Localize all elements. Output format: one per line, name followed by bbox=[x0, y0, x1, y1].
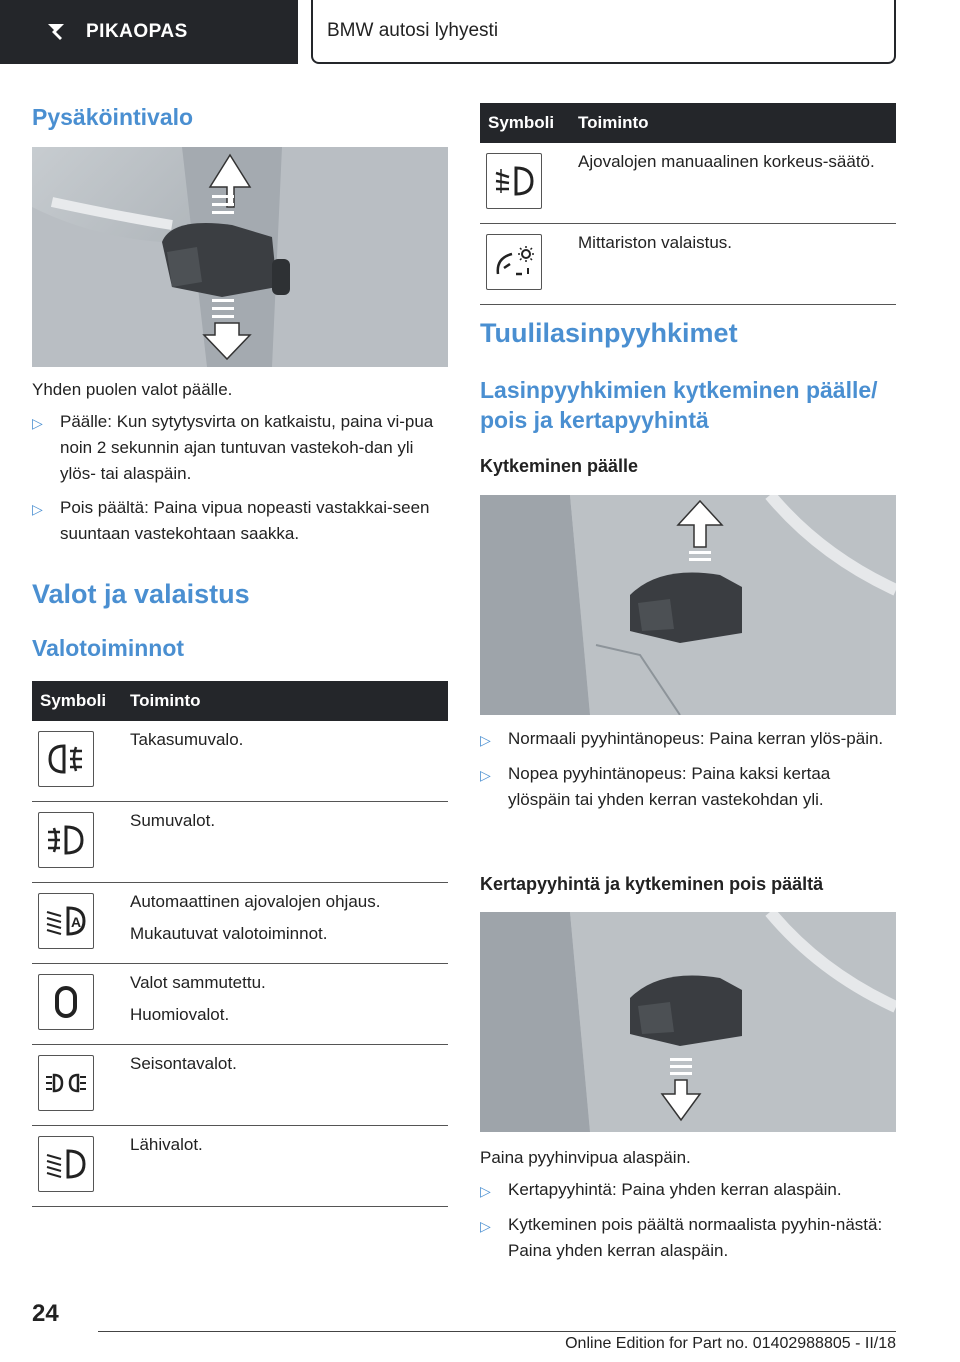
list-item: ▷ Päälle: Kun sytytysvirta on katkaistu, paina vi-pua noin 2 sekunnin ajan tuntuvan vastekoh-dan yli ylös- tai alaspäin. bbox=[32, 409, 448, 487]
parking-light-illustration bbox=[32, 147, 448, 367]
auto-headlight-icon bbox=[38, 893, 94, 949]
svg-text:A: A bbox=[71, 914, 82, 930]
table-row: Seisontavalot. bbox=[32, 1045, 448, 1126]
column-header-symbol: Symboli bbox=[480, 103, 570, 143]
rear-fog-light-icon bbox=[38, 731, 94, 787]
page-header bbox=[311, 0, 896, 64]
table-row: Takasumuvalo. bbox=[32, 721, 448, 802]
triangle-bullet-icon: ▷ bbox=[480, 1183, 491, 1199]
wipers-subtitle: Lasinpyyhkimien kytkeminen päälle/ pois ja kertapyyhintä bbox=[480, 377, 878, 433]
section-tab-label: PIKAOPAS bbox=[86, 21, 188, 42]
front-fog-light-icon bbox=[38, 812, 94, 868]
column-header-function: Toiminto bbox=[570, 103, 896, 143]
parking-bullet-list bbox=[32, 409, 448, 547]
wipers-title: Tuulilasinpyyhkimet bbox=[480, 318, 738, 348]
page-header-title: BMW autosi lyhyesti bbox=[327, 20, 499, 41]
triangle-bullet-icon: ▷ bbox=[480, 732, 491, 748]
table-row: Ajovalojen manuaalinen korkeus-säätö. bbox=[480, 143, 896, 224]
wiper-off-illustration bbox=[480, 912, 896, 1132]
functions-title: Valotoiminnot bbox=[32, 635, 185, 661]
table-row: Lähivalot. bbox=[32, 1126, 448, 1207]
wipers-off-bullet-list bbox=[480, 1177, 896, 1264]
list-item: ▷ Pois päältä: Paina vipua nopeasti vastakkai-seen suuntaan vastekohtaan saakka. bbox=[32, 495, 448, 547]
light-functions-table-continued bbox=[480, 103, 896, 305]
list-item: ▷ Nopea pyyhintänopeus: Paina kaksi kertaa ylöspäin tai yhden kerran vastekohdan yli. bbox=[480, 761, 896, 813]
parking-intro: Yhden puolen valot päälle. bbox=[32, 380, 233, 399]
wipers-on-bullet-list bbox=[480, 726, 896, 813]
page-number: 24 bbox=[32, 1300, 59, 1327]
section-tab[interactable] bbox=[0, 0, 298, 64]
wipers-off-intro: Paina pyyhinvipua alaspäin. bbox=[480, 1148, 691, 1167]
table-row: Mittariston valaistus. bbox=[480, 224, 896, 305]
table-row: Sumuvalot. bbox=[32, 802, 448, 883]
wiper-on-illustration bbox=[480, 495, 896, 715]
triangle-bullet-icon: ▷ bbox=[480, 767, 491, 783]
lights-title: Valot ja valaistus bbox=[32, 579, 250, 609]
triangle-bullet-icon: ▷ bbox=[32, 501, 43, 517]
table-row: Valot sammutettu. Huomiovalot. bbox=[32, 964, 448, 1045]
lights-off-icon bbox=[38, 974, 94, 1030]
parking-lights-icon bbox=[38, 1055, 94, 1111]
list-item: ▷ Kytkeminen pois päältä normaalista pyyhin-nästä: Paina yhden kerran alaspäin. bbox=[480, 1212, 896, 1264]
table-row: A Automaattinen ajovalojen ohjaus. Mukautuvat valotoiminnot. bbox=[32, 883, 448, 964]
wipers-off-title: Kertapyyhintä ja kytkeminen pois päältä bbox=[480, 874, 824, 894]
instrument-lighting-icon bbox=[486, 234, 542, 290]
wipers-on-title: Kytkeminen päälle bbox=[480, 456, 639, 476]
footer-divider bbox=[98, 1331, 896, 1332]
edition-text: Online Edition for Part no. 01402988805 - II/18 bbox=[565, 1335, 896, 1352]
quick-guide-icon bbox=[44, 20, 68, 44]
list-item: ▷ Normaali pyyhintänopeus: Paina kerran ylös-päin. bbox=[480, 726, 896, 753]
headlight-range-icon bbox=[486, 153, 542, 209]
column-header-symbol: Symboli bbox=[32, 681, 122, 721]
list-item: ▷ Kertapyyhintä: Paina yhden kerran alaspäin. bbox=[480, 1177, 896, 1204]
light-functions-table bbox=[32, 681, 448, 1207]
column-header-function: Toiminto bbox=[122, 681, 448, 721]
triangle-bullet-icon: ▷ bbox=[32, 415, 43, 431]
low-beam-icon bbox=[38, 1136, 94, 1192]
triangle-bullet-icon: ▷ bbox=[480, 1218, 491, 1234]
parking-title: Pysäköintivalo bbox=[32, 104, 194, 130]
